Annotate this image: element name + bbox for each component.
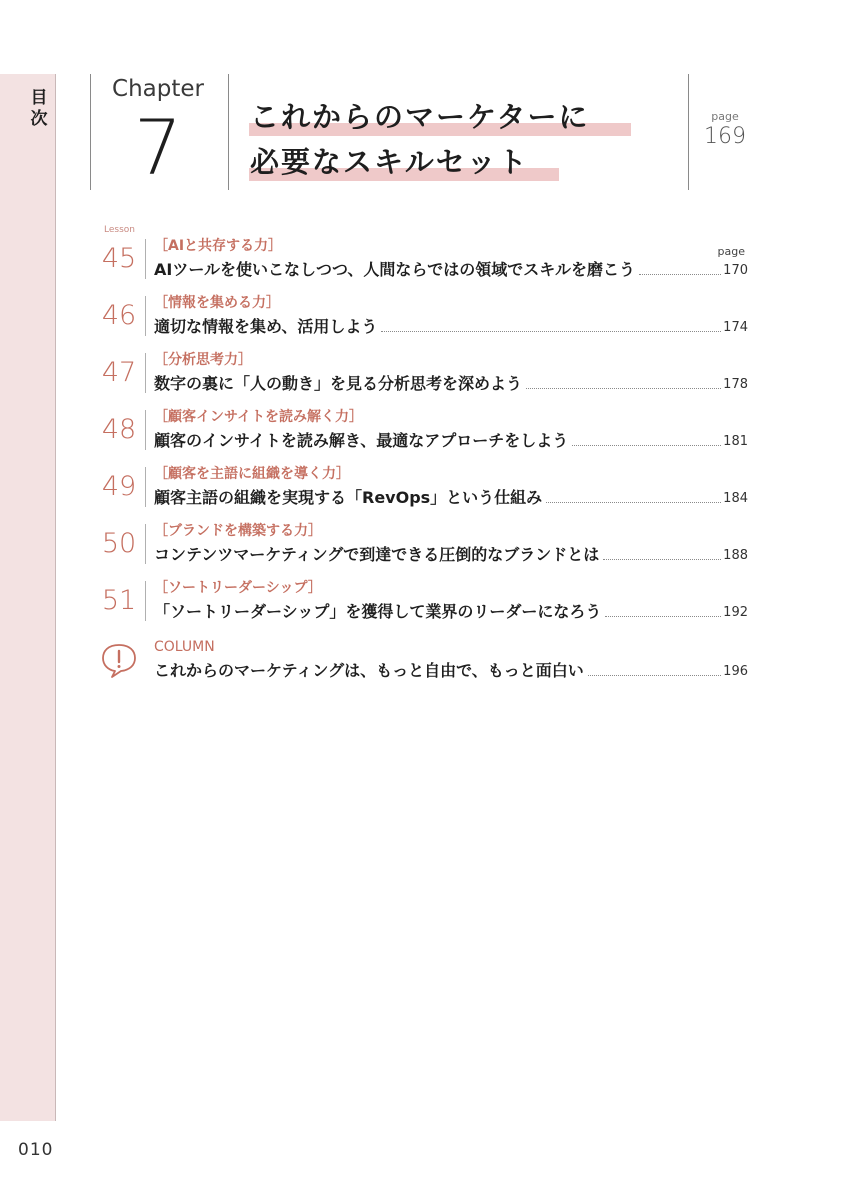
- column-label: COLUMN: [154, 639, 215, 655]
- dot-leader: [546, 502, 721, 503]
- lesson-entry-50[interactable]: [98, 522, 748, 572]
- lesson-divider: [145, 239, 146, 279]
- column-entry[interactable]: [98, 638, 748, 688]
- lesson-title: 適切な情報を集め、活用しよう: [154, 317, 378, 336]
- lesson-divider: [145, 353, 146, 393]
- lesson-title: 顧客主語の組織を実現する「RevOps」という仕組み: [154, 488, 543, 507]
- speech-bubble-exclamation-icon: [98, 640, 140, 682]
- dot-leader: [526, 388, 721, 389]
- lesson-skill: ［顧客インサイトを読み解く力］: [154, 409, 364, 425]
- column-title: これからのマーケティングは、もっと自由で、もっと面白い: [154, 661, 584, 680]
- dot-leader: [603, 559, 721, 560]
- lesson-title: コンテンツマーケティングで到達できる圧倒的なブランドとは: [154, 545, 600, 564]
- dot-leader: [381, 331, 721, 332]
- lesson-divider: [145, 410, 146, 450]
- lesson-entry-51[interactable]: [98, 579, 748, 629]
- side-band: [0, 74, 56, 1121]
- lesson-divider: [145, 296, 146, 336]
- chapter-number: 7: [133, 103, 183, 192]
- lesson-skill: ［顧客を主語に組織を導く力］: [154, 466, 350, 482]
- lesson-entry-49[interactable]: [98, 465, 748, 515]
- lesson-page: 181: [723, 434, 748, 449]
- chapter-title-line1: これからのマーケターに: [250, 100, 590, 134]
- lesson-entry-48[interactable]: [98, 408, 748, 458]
- lesson-title: 「ソートリーダーシップ」を獲得して業界のリーダーになろう: [154, 602, 602, 621]
- chapter-page-number: 169: [704, 124, 746, 149]
- lesson-page: 184: [723, 491, 748, 506]
- lesson-skill: ［情報を集める力］: [154, 295, 280, 311]
- lesson-divider: [145, 467, 146, 507]
- lesson-page: 178: [723, 377, 748, 392]
- lesson-entry-46[interactable]: [98, 294, 748, 344]
- dot-leader: [639, 274, 721, 275]
- lesson-number: 47: [101, 357, 137, 388]
- chapter-word: Chapter: [112, 76, 204, 102]
- lesson-divider: [145, 581, 146, 621]
- lesson-page: 188: [723, 548, 748, 563]
- lesson-skill: ［分析思考力］: [154, 352, 252, 368]
- lesson-page: 170: [723, 263, 748, 278]
- lesson-number: 51: [101, 585, 137, 616]
- lesson-title: 顧客のインサイトを読み解き、最適なアプローチをしよう: [154, 431, 569, 450]
- lesson-skill: ［AIと共存する力］: [154, 238, 283, 254]
- lesson-divider: [145, 524, 146, 564]
- side-tab-label: 目次: [30, 88, 48, 129]
- lesson-number: 46: [101, 300, 137, 331]
- lesson-entry-47[interactable]: [98, 351, 748, 401]
- page-column-label: page: [717, 245, 745, 258]
- dot-leader: [605, 616, 721, 617]
- dot-leader: [572, 445, 721, 446]
- lesson-number: 49: [101, 471, 137, 502]
- page-folio: 010: [18, 1140, 54, 1160]
- chapter-divider-right: [688, 74, 689, 190]
- chapter-page-label: page: [711, 110, 739, 123]
- dot-leader: [588, 675, 721, 676]
- lesson-number: 50: [101, 528, 137, 559]
- lesson-entry-45[interactable]: [98, 237, 748, 287]
- lesson-page: 192: [723, 605, 748, 620]
- lesson-title: 数字の裏に「人の動き」を見る分析思考を深めよう: [154, 374, 523, 393]
- chapter-title-line2: 必要なスキルセット: [250, 145, 529, 179]
- chapter-divider-left: [90, 74, 91, 190]
- lesson-skill: ［ソートリーダーシップ］: [154, 580, 322, 596]
- lesson-skill: ［ブランドを構築する力］: [154, 523, 322, 539]
- lesson-number: 48: [101, 414, 137, 445]
- chapter-divider-middle: [228, 74, 229, 190]
- lesson-page: 174: [723, 320, 748, 335]
- lesson-label: Lesson: [104, 225, 135, 235]
- lesson-title: AIツールを使いこなしつつ、人間ならではの領域でスキルを磨こう: [154, 260, 636, 279]
- lesson-number: 45: [101, 243, 137, 274]
- column-page: 196: [723, 664, 748, 679]
